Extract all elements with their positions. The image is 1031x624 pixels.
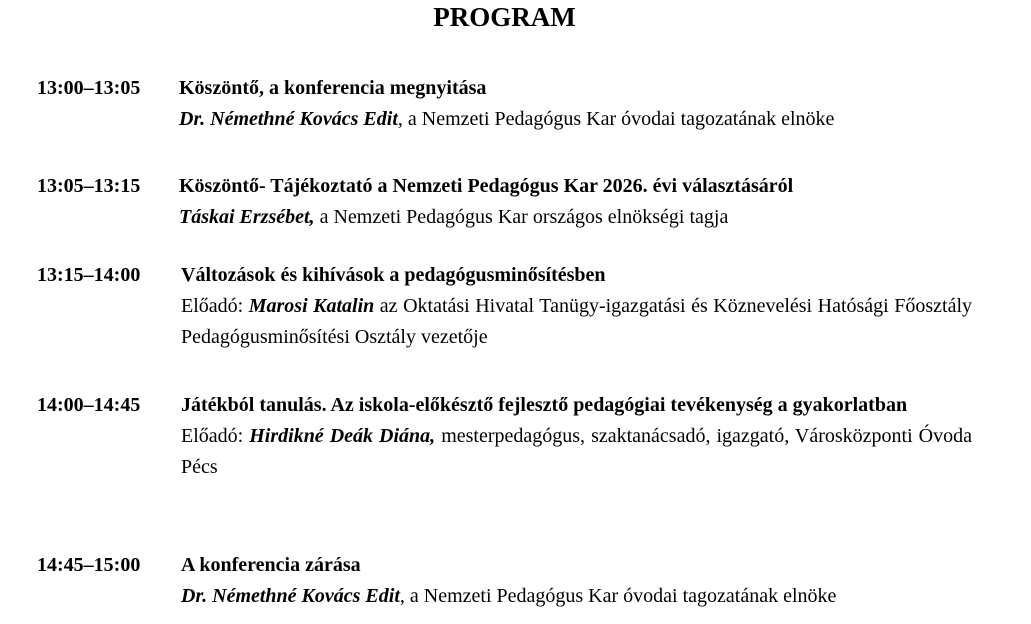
item-heading: Változások és kihívások a pedagógusminősítésben	[181, 264, 606, 286]
item-time: 14:00–14:45	[37, 394, 141, 416]
speaker-name: Táskai Erzsébet,	[179, 206, 315, 228]
speaker-name: Dr. Némethné Kovács Edit	[181, 585, 400, 607]
item-content	[179, 171, 972, 233]
item-description: , a Nemzeti Pedagógus Kar óvodai tagozatának elnöke	[399, 585, 837, 607]
item-detail	[181, 581, 972, 612]
item-content	[181, 550, 972, 612]
item-heading: A konferencia zárása	[181, 554, 361, 576]
item-time: 13:15–14:00	[37, 264, 141, 286]
item-time: 14:45–15:00	[37, 554, 141, 576]
item-description: az Oktatási Hivatal Tanügy-igazgatási és Köznevelési Hatósági Főosztály Pedagógusminősítési Osztály vezetője	[181, 295, 973, 348]
speaker-name: Dr. Némethné Kovács Edit	[179, 108, 398, 130]
item-content	[181, 260, 972, 353]
item-content	[181, 390, 972, 483]
speaker-name: Hirdikné Deák Diána,	[249, 425, 436, 447]
item-detail	[181, 291, 972, 353]
item-description: mesterpedagógus, szaktanácsadó, igazgató, Városközponti Óvoda Pécs	[181, 425, 972, 478]
item-time: 13:05–13:15	[37, 175, 141, 197]
speaker-name: Marosi Katalin	[248, 295, 375, 317]
item-content	[179, 73, 972, 135]
item-heading: Játékból tanulás. Az iskola-előkésztő fejlesztő pedagógiai tevékenység a gyakorlatban	[181, 394, 908, 416]
item-heading: Köszöntő- Tájékoztató a Nemzeti Pedagógus Kar 2026. évi választásáról	[179, 175, 794, 197]
item-detail	[179, 104, 972, 135]
item-prefix: Előadó:	[181, 295, 249, 317]
item-time: 13:00–13:05	[37, 77, 141, 99]
item-description: , a Nemzeti Pedagógus Kar óvodai tagozatának elnöke	[397, 108, 835, 130]
item-detail	[179, 202, 972, 233]
page-title: PROGRAM	[433, 2, 576, 32]
item-description: a Nemzeti Pedagógus Kar országos elnökségi tagja	[314, 206, 729, 228]
item-detail	[181, 421, 972, 483]
item-heading: Köszöntő, a konferencia megnyitása	[179, 77, 487, 99]
item-prefix: Előadó:	[181, 425, 250, 447]
